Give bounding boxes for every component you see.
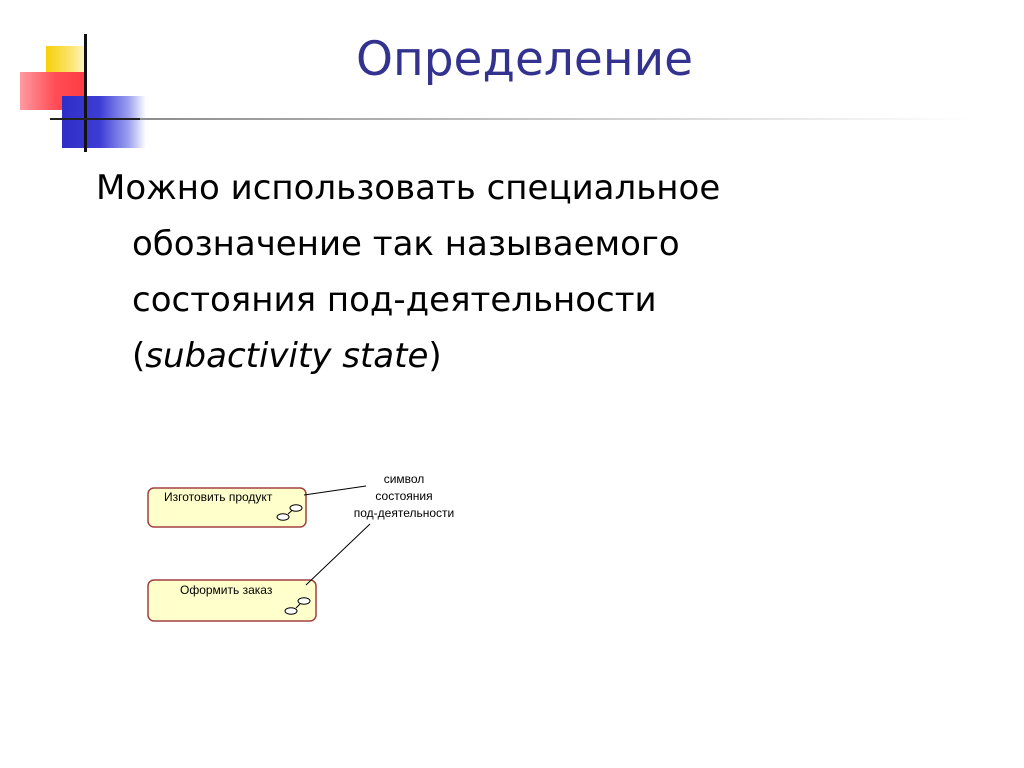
note-line-2: состояния [375, 489, 433, 503]
note-line-1: символ [383, 472, 425, 486]
note-connector-1 [304, 486, 366, 495]
note-line-3: под-деятельности [353, 506, 455, 520]
body-line-3: состояния под-деятельности [132, 280, 657, 320]
note-connector-2 [306, 524, 370, 585]
body-line-1: Можно использовать специальное [96, 168, 721, 208]
annotation-note [354, 472, 454, 520]
slide-title: Определение [356, 32, 694, 87]
paren-close: ) [428, 336, 442, 376]
subactivity-term: subactivity state [145, 336, 429, 376]
body-line-2: обозначение так называемого [132, 224, 680, 264]
paren-open: ( [132, 336, 146, 376]
state-label-1: Изготовить продукт [164, 490, 273, 504]
activity-state-2 [148, 580, 316, 621]
activity-state-1 [148, 488, 306, 527]
state-label-2: Оформить заказ [180, 583, 273, 597]
